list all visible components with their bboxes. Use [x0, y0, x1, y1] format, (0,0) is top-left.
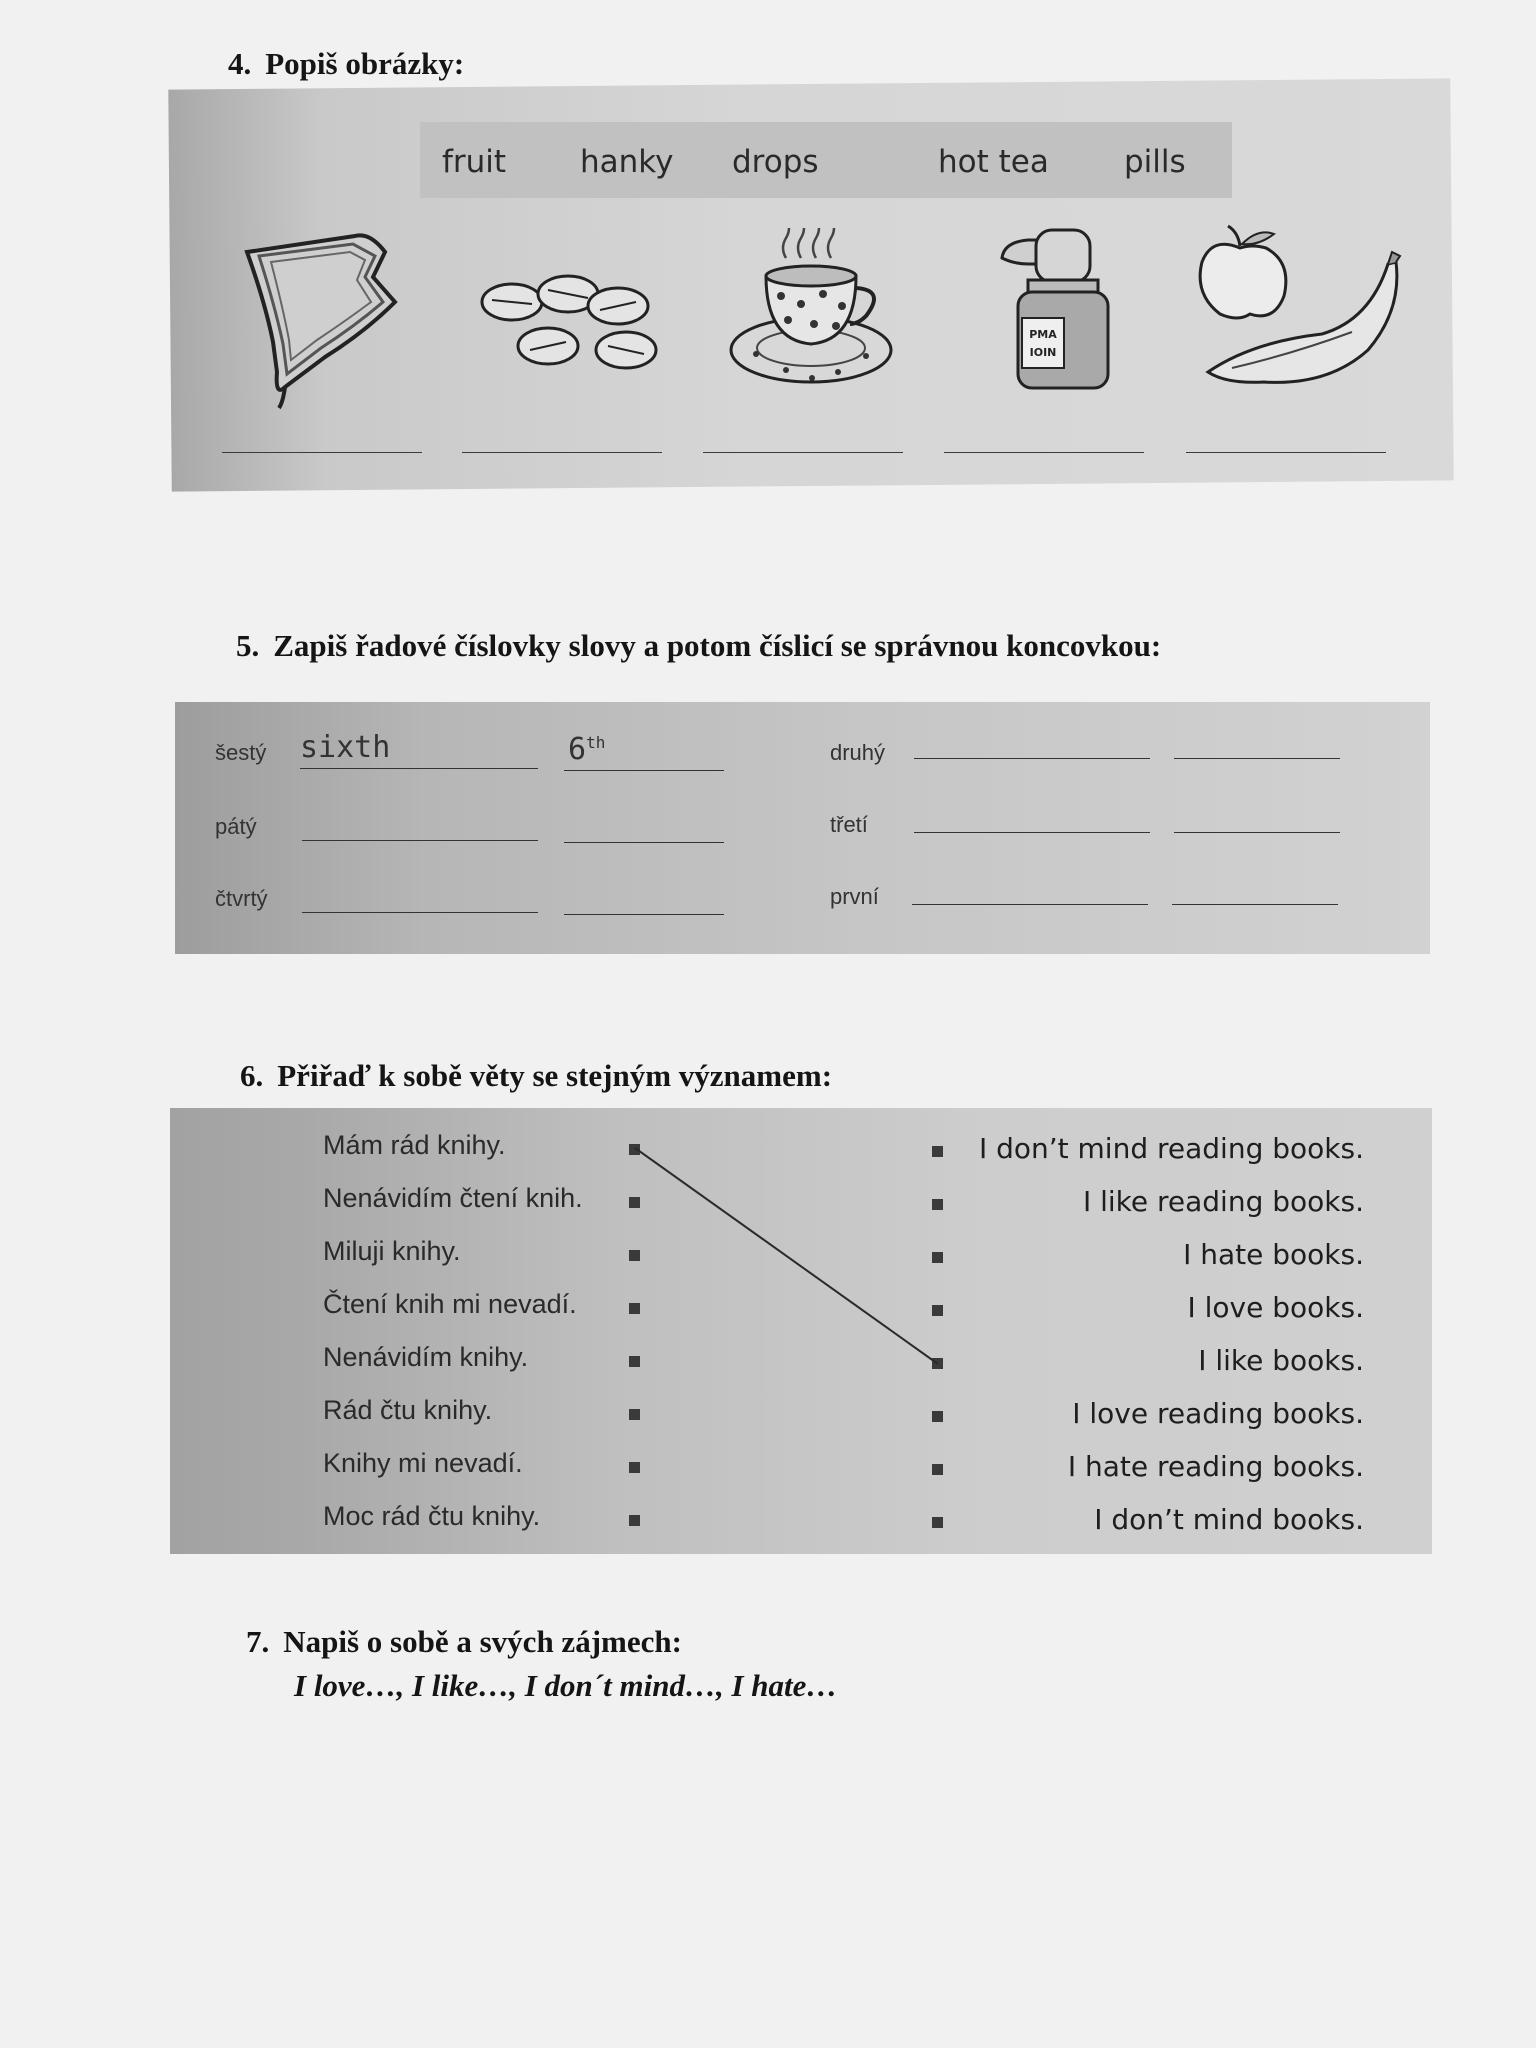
- left-match-point[interactable]: [629, 1356, 640, 1367]
- left-sentence: Čtení knih mi nevadí.: [323, 1289, 577, 1319]
- word-answer-line[interactable]: [302, 840, 538, 841]
- right-match-point[interactable]: [932, 1358, 943, 1369]
- ex6-panel: [170, 1108, 1432, 1554]
- ex6-number: 6.: [240, 1058, 264, 1093]
- answer-line[interactable]: [703, 452, 903, 453]
- right-sentence: I like reading books.: [1082, 1185, 1364, 1218]
- answer-line[interactable]: [462, 452, 662, 453]
- left-match-point[interactable]: [629, 1250, 640, 1261]
- word-bank: [420, 122, 1232, 198]
- right-sentence: I hate books.: [1183, 1238, 1364, 1271]
- hot-tea-icon: [726, 228, 896, 388]
- right-match-point[interactable]: [932, 1252, 943, 1263]
- ex6-title: Přiřaď k sobě věty se stejným významem:: [277, 1058, 833, 1093]
- ordinal-label: druhý: [830, 740, 886, 765]
- right-sentence: I love books.: [1187, 1291, 1364, 1324]
- right-match-point[interactable]: [932, 1411, 943, 1422]
- drops-bottle-icon: [998, 224, 1110, 394]
- left-sentence: Nenávidím knihy.: [323, 1342, 529, 1372]
- bottle-label-line: IOIN: [1029, 346, 1057, 359]
- right-sentence: I like books.: [1198, 1344, 1364, 1377]
- answer-line[interactable]: [222, 452, 422, 453]
- ex7-number: 7.: [246, 1624, 270, 1659]
- bottle-label-line: PMA: [1029, 328, 1057, 341]
- ex4-title: Popiš obrázky:: [265, 46, 465, 81]
- handkerchief-icon: [235, 222, 405, 412]
- digit-answer-line[interactable]: [1174, 758, 1340, 759]
- left-sentence: Mám rád knihy.: [323, 1130, 506, 1160]
- left-match-point[interactable]: [629, 1409, 640, 1420]
- ex4-heading: [228, 46, 464, 82]
- left-match-point[interactable]: [629, 1303, 640, 1314]
- word-answer-line[interactable]: [912, 904, 1148, 905]
- digit-answer-line[interactable]: [564, 842, 724, 843]
- ex5-heading: [236, 628, 1161, 664]
- digit-answer-line[interactable]: [564, 770, 724, 771]
- left-sentence: Rád čtu knihy.: [323, 1395, 493, 1425]
- ex7-subtitle: I love…, I like…, I don´t mind…, I hate…: [294, 1668, 838, 1703]
- word-bank-item: hanky: [580, 144, 674, 180]
- right-match-point[interactable]: [932, 1199, 943, 1210]
- right-match-point[interactable]: [932, 1464, 943, 1475]
- ordinal-label: šestý: [215, 740, 267, 765]
- left-sentence: Nenávidím čtení knih.: [323, 1183, 583, 1213]
- word-answer-line[interactable]: [302, 912, 538, 913]
- answer-line[interactable]: [944, 452, 1144, 453]
- ex6-heading: [240, 1058, 832, 1094]
- ordinal-label: čtvrtý: [215, 886, 268, 911]
- ex5-number: 5.: [236, 628, 260, 663]
- word-answer-line[interactable]: [914, 832, 1150, 833]
- left-sentence: Knihy mi nevadí.: [323, 1448, 523, 1478]
- handwritten-answer-digit: 6th: [568, 732, 606, 767]
- digit-answer-line[interactable]: [564, 914, 724, 915]
- right-sentence: I hate reading books.: [1067, 1450, 1364, 1483]
- word-answer-line[interactable]: [300, 768, 538, 769]
- digit-answer-line[interactable]: [1172, 904, 1338, 905]
- ex7-heading: [246, 1624, 682, 1660]
- right-sentence: I don’t mind reading books.: [978, 1132, 1364, 1165]
- ordinal-label: pátý: [215, 814, 257, 839]
- left-match-point[interactable]: [629, 1515, 640, 1526]
- ex4-number: 4.: [228, 46, 252, 81]
- word-bank-item: pills: [1124, 144, 1186, 180]
- right-match-point[interactable]: [932, 1146, 943, 1157]
- digit-answer-line[interactable]: [1174, 832, 1340, 833]
- answer-line[interactable]: [1186, 452, 1386, 453]
- ex5-title: Zapiš řadové číslovky slovy a potom číslicí se správnou koncovkou:: [273, 628, 1162, 663]
- word-bank-item: hot tea: [938, 144, 1049, 180]
- handwritten-answer-word: sixth: [300, 730, 391, 765]
- right-sentence: I don’t mind books.: [1094, 1503, 1364, 1536]
- left-match-point[interactable]: [629, 1462, 640, 1473]
- ordinal-label: třetí: [830, 812, 868, 837]
- fruit-icon: [1192, 222, 1404, 390]
- right-match-point[interactable]: [932, 1305, 943, 1316]
- ex7-title: Napiš o sobě a svých zájmech:: [283, 1624, 682, 1659]
- ordinal-label: první: [830, 884, 879, 909]
- left-match-point[interactable]: [629, 1144, 640, 1155]
- left-sentence: Moc rád čtu knihy.: [323, 1501, 541, 1531]
- right-match-point[interactable]: [932, 1517, 943, 1528]
- left-match-point[interactable]: [629, 1197, 640, 1208]
- right-sentence: I love reading books.: [1072, 1397, 1364, 1430]
- left-sentence: Miluji knihy.: [323, 1236, 461, 1266]
- pills-icon: [478, 270, 668, 380]
- word-bank-item: fruit: [442, 144, 507, 180]
- word-bank-item: drops: [732, 144, 819, 180]
- word-answer-line[interactable]: [914, 758, 1150, 759]
